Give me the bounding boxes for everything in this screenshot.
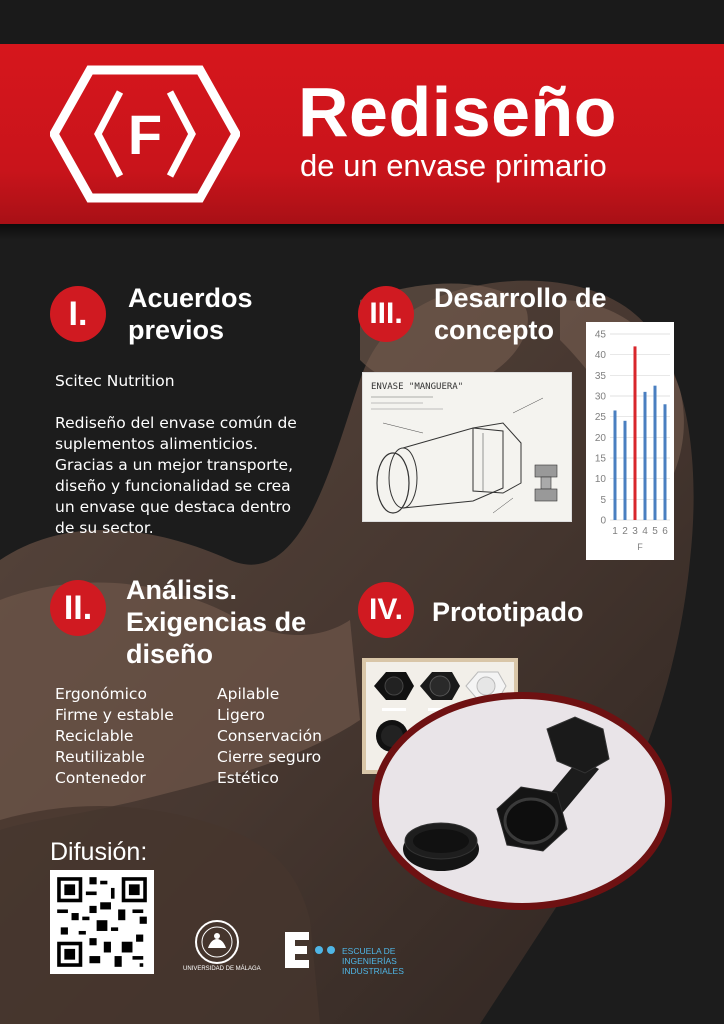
school-logo-icon — [283, 930, 339, 970]
y-tick-label: 25 — [594, 412, 606, 424]
page-title: Rediseño — [298, 73, 618, 151]
requirement-item: Reciclable — [55, 727, 134, 745]
y-tick-label: 15 — [594, 453, 606, 465]
y-tick-label: 35 — [594, 370, 606, 382]
x-axis-label: F — [637, 542, 643, 552]
section-2-number: II. — [50, 580, 106, 636]
section-3-number: III. — [358, 286, 414, 342]
x-tick-label: 1 — [612, 526, 618, 537]
top-strip — [0, 0, 724, 44]
y-tick-label: 10 — [594, 474, 606, 486]
requirement-item: Firme y estable — [55, 706, 174, 724]
y-tick-label: 40 — [594, 350, 606, 362]
qr-code-icon — [50, 870, 154, 974]
section-2-title-line1: Análisis. — [126, 575, 238, 605]
client-name: Scitec Nutrition — [55, 372, 175, 390]
logo-letter: F — [127, 103, 163, 166]
requirements-right-list — [217, 684, 322, 789]
section-3-title-line2: concepto — [434, 315, 555, 345]
sketch-heading: ENVASE "MANGUERA" — [371, 382, 464, 392]
university-label: UNIVERSIDAD DE MÁLAGA — [183, 966, 261, 972]
difusion-label: Difusión: — [50, 838, 148, 866]
prototype-assembled-drawing — [379, 699, 665, 903]
chart-bar — [614, 410, 617, 520]
section-1-title-line2: previos — [128, 315, 225, 345]
chart-bar — [654, 386, 657, 520]
university-seal-logo — [190, 918, 244, 966]
requirement-item: Contenedor — [55, 769, 146, 787]
x-tick-label: 4 — [642, 526, 648, 537]
requirement-item: Cierre seguro — [217, 748, 322, 766]
concept-sketch-image — [362, 372, 572, 522]
description-line: diseño y funcionalidad se crea — [55, 477, 291, 495]
school-name-line: INGENIERÍAS — [342, 956, 397, 966]
chart-bar — [644, 392, 647, 520]
requirement-item: Apilable — [217, 685, 280, 703]
chart-bar — [624, 421, 627, 520]
sketch-drawing — [363, 373, 573, 523]
qr-code[interactable] — [50, 870, 154, 974]
requirement-item: Ergonómico — [55, 685, 147, 703]
section-4-number: IV. — [358, 582, 414, 638]
prototype-assembled-photo — [372, 692, 672, 910]
bar-chart — [586, 322, 674, 560]
description-line: un envase que destaca dentro — [55, 498, 292, 516]
section-2-title-line2: Exigencias de — [126, 607, 307, 637]
y-tick-label: 45 — [594, 329, 606, 341]
section-3-title-line1: Desarrollo de — [434, 283, 607, 313]
description-line: Rediseño del envase común de — [55, 414, 297, 432]
page-subtitle: de un envase primario — [300, 148, 607, 183]
requirements-left-list — [55, 684, 174, 789]
description-line: suplementos alimenticios. — [55, 435, 258, 453]
x-tick-label: 2 — [622, 526, 628, 537]
banner-shadow — [0, 224, 724, 240]
chart-bar — [664, 404, 667, 520]
requirement-item: Ligero — [217, 706, 265, 724]
school-name-line: ESCUELA DE — [342, 946, 396, 956]
requirement-item: Reutilizable — [55, 748, 145, 766]
description-line: de su sector. — [55, 519, 154, 537]
y-tick-label: 30 — [594, 391, 606, 403]
section-4-title: Prototipado — [432, 597, 584, 627]
section-1-title-line1: Acuerdos — [128, 283, 253, 313]
section-1-number: I. — [50, 286, 106, 342]
section-2-title-line3: diseño — [126, 639, 214, 669]
x-tick-label: 5 — [652, 526, 658, 537]
bar-chart-svg — [586, 322, 674, 560]
chart-bar — [634, 346, 637, 520]
x-tick-label: 3 — [632, 526, 638, 537]
school-name-line: INDUSTRIALES — [342, 966, 404, 976]
school-name — [342, 946, 404, 976]
x-tick-label: 6 — [662, 526, 668, 537]
section-1-description — [55, 413, 297, 539]
hexagon-f-logo — [50, 64, 240, 204]
description-line: Gracias a un mejor transporte, — [55, 456, 294, 474]
requirement-item: Conservación — [217, 727, 322, 745]
requirement-item: Estético — [217, 769, 279, 787]
y-tick-label: 0 — [600, 515, 606, 527]
y-tick-label: 5 — [600, 494, 606, 506]
y-tick-label: 20 — [594, 432, 606, 444]
